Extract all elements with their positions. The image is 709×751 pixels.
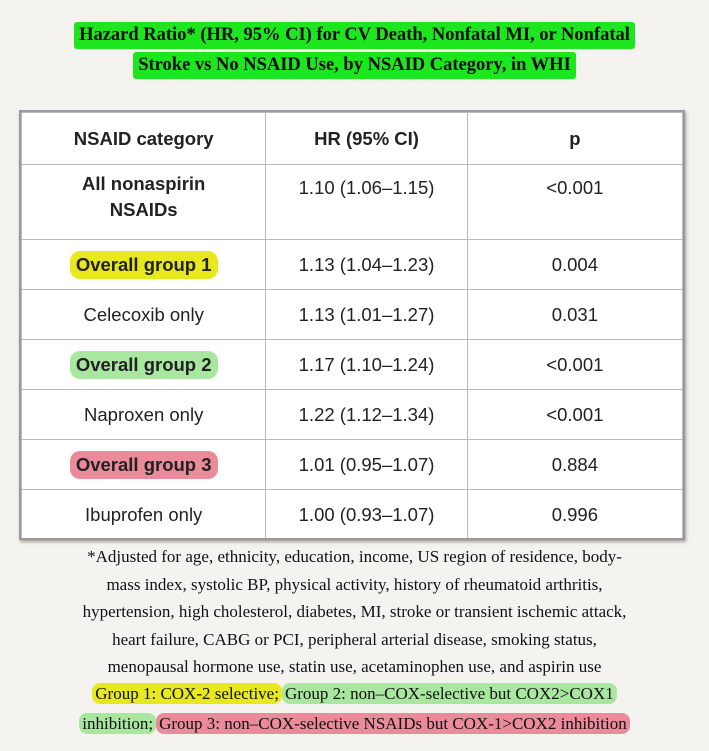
header-p: p (467, 113, 682, 165)
category-line-2: NSAIDs (109, 199, 178, 220)
legend-group-2: Group 2: non–COX-selective but COX2>COX1 (282, 683, 617, 704)
p-cell: 0.996 (467, 490, 682, 540)
header-nsaid-category: NSAID category (22, 113, 266, 165)
table-row (22, 240, 683, 290)
group-2-badge: Overall group 2 (70, 351, 218, 379)
hr-cell: 1.13 (1.04–1.23) (266, 240, 467, 290)
legend-group-2-cont: inhibition; (79, 713, 156, 734)
category-cell: Naproxen only (22, 390, 266, 440)
table-row (22, 490, 683, 540)
p-cell: 0.884 (467, 440, 682, 490)
legend-group-3: Group 3: non–COX-selective NSAIDs but COX-1>COX2 inhibition (156, 713, 630, 734)
hr-cell: 1.01 (0.95–1.07) (266, 440, 467, 490)
category-cell (22, 440, 266, 490)
category-cell (22, 240, 266, 290)
table-header-row (22, 113, 683, 165)
adjustment-footnote (0, 543, 709, 681)
group-3-badge: Overall group 3 (70, 451, 218, 479)
p-cell: <0.001 (467, 165, 682, 240)
table-row (22, 290, 683, 340)
title-line-1: Hazard Ratio* (HR, 95% CI) for CV Death, Nonfatal MI, or Nonfatal (74, 22, 635, 49)
header-hr: HR (95% CI) (266, 113, 467, 165)
p-cell: <0.001 (467, 390, 682, 440)
footnote-line: menopausal hormone use, statin use, acetaminophen use, and aspirin use (107, 657, 602, 676)
table-row (22, 390, 683, 440)
hr-cell: 1.17 (1.10–1.24) (266, 340, 467, 390)
hr-cell: 1.10 (1.06–1.15) (266, 165, 467, 240)
hr-cell: 1.22 (1.12–1.34) (266, 390, 467, 440)
category-cell: Celecoxib only (22, 290, 266, 340)
category-line-1: All nonaspirin (82, 173, 206, 194)
legend-line-2 (0, 711, 709, 737)
title-line-2: Stroke vs No NSAID Use, by NSAID Category, in WHI (133, 52, 576, 79)
footnote-line: heart failure, CABG or PCI, peripheral arterial disease, smoking status, (112, 629, 597, 649)
footnote-line: hypertension, high cholesterol, diabetes, MI, stroke or transient ischemic attack, (82, 602, 627, 621)
hr-cell: 1.00 (0.93–1.07) (266, 490, 467, 540)
category-cell (22, 340, 266, 390)
table-row (22, 165, 683, 240)
footnote-line: *Adjusted for age, ethnicity, education, income, US region of residence, body- (87, 547, 622, 566)
table-row (22, 340, 683, 390)
p-cell: 0.031 (467, 290, 682, 340)
category-cell (22, 165, 266, 240)
legend-group-1: Group 1: COX-2 selective; (92, 683, 282, 704)
hr-cell: 1.13 (1.01–1.27) (266, 290, 467, 340)
legend-line-1 (0, 681, 709, 707)
hazard-ratio-table (19, 110, 685, 540)
p-cell: <0.001 (467, 340, 682, 390)
category-cell: Ibuprofen only (22, 490, 266, 540)
footnote-line: mass index, systolic BP, physical activity, history of rheumatoid arthritis, (106, 574, 603, 594)
group-1-badge: Overall group 1 (70, 251, 218, 279)
figure-title (0, 22, 709, 82)
table-row (22, 440, 683, 490)
p-cell: 0.004 (467, 240, 682, 290)
